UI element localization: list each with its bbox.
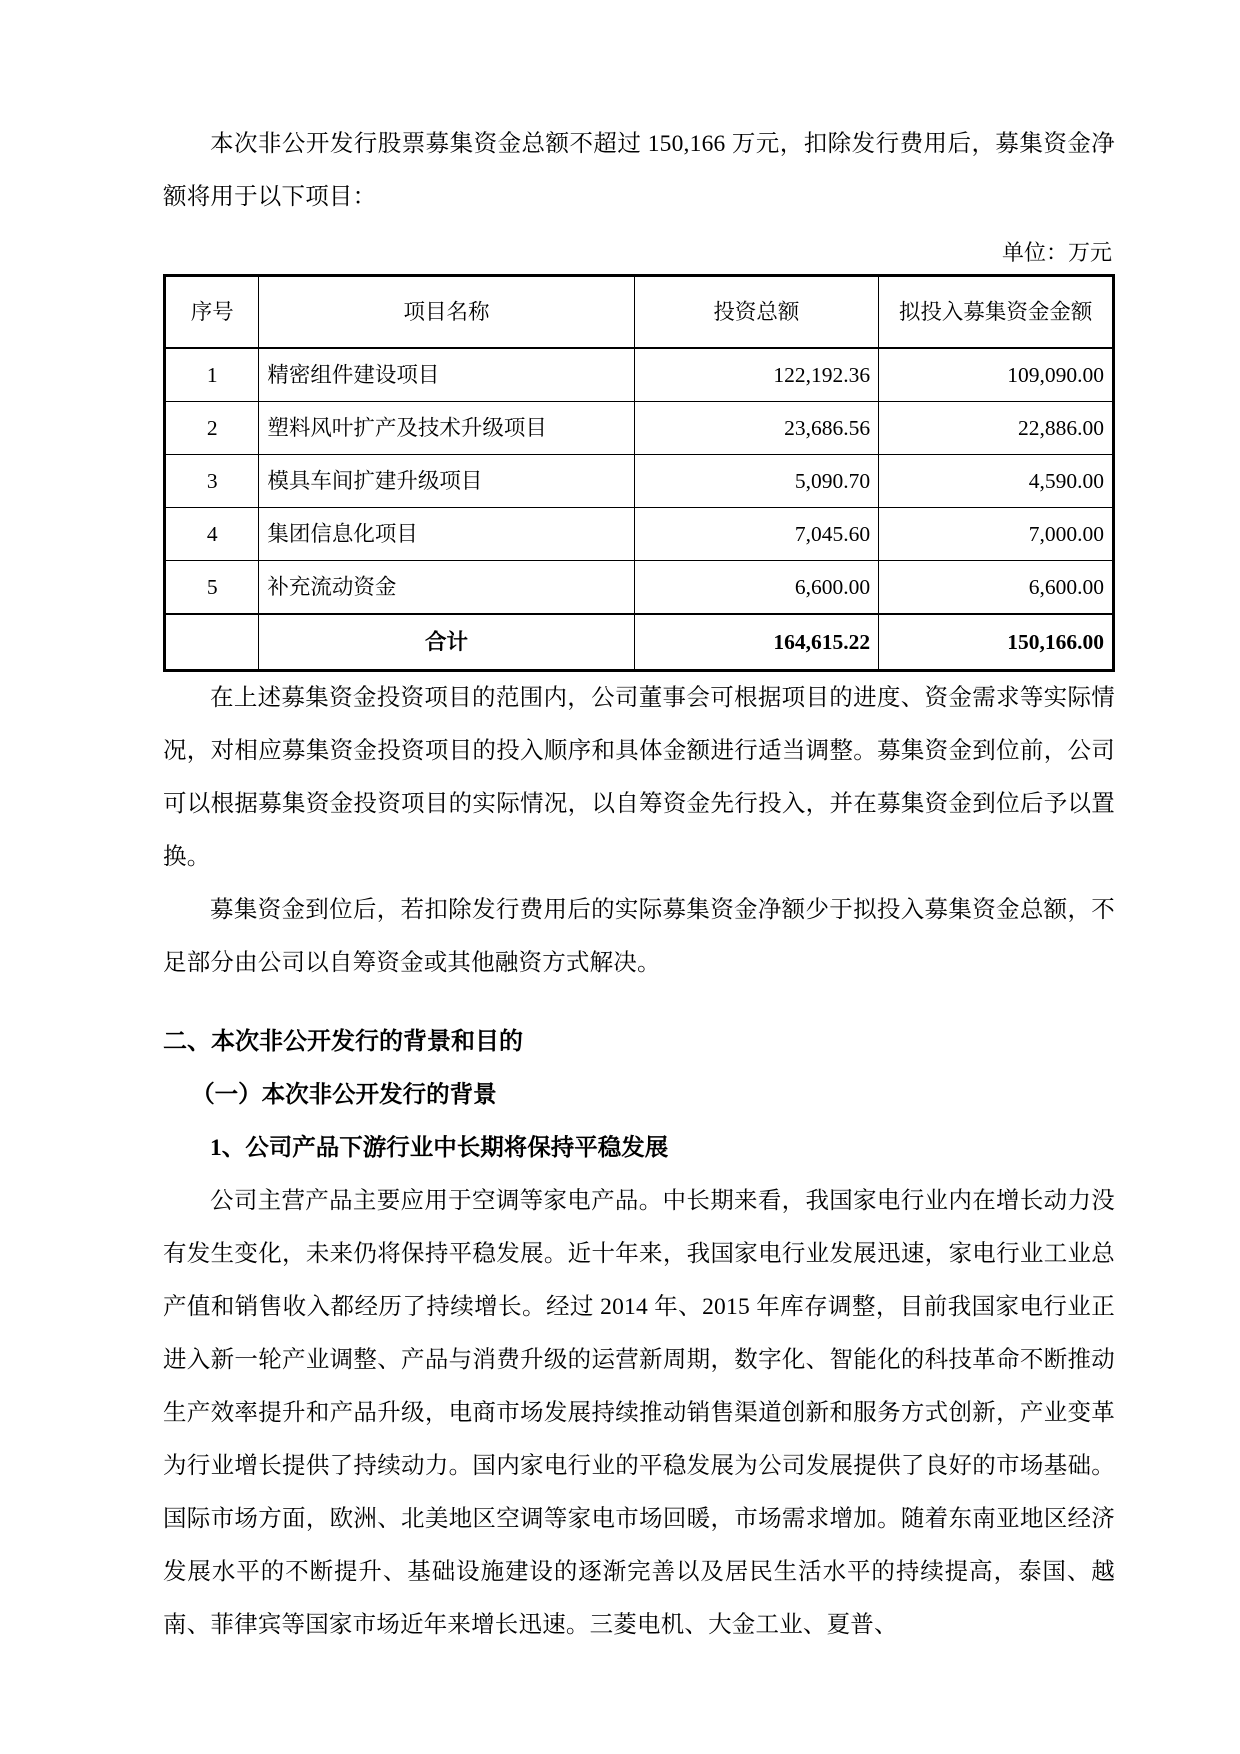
total-raised: 150,166.00: [879, 614, 1114, 671]
paragraph-after-table-1: 在上述募集资金投资项目的范围内，公司董事会可根据项目的进度、资金需求等实际情况，对相应募集资金投资项目的投入顺序和具体金额进行适当调整。募集资金到位前，公司可以根据募集资金投资项目的实际情况，以自筹资金先行投入，并在募集资金到位后予以置换。: [163, 685, 1115, 870]
cell-index: 1: [165, 348, 259, 402]
cell-index: 2: [165, 402, 259, 455]
cell-investment: 7,045.60: [634, 508, 879, 561]
table-row: [165, 402, 1114, 455]
header-project-name: 项目名称: [259, 276, 634, 349]
cell-project-name: 精密组件建设项目: [259, 348, 634, 402]
cell-investment: 23,686.56: [634, 402, 879, 455]
header-raised: 拟投入募集资金金额: [879, 276, 1114, 349]
cell-index: 4: [165, 508, 259, 561]
table-body: [165, 348, 1114, 671]
intro-paragraph: 本次非公开发行股票募集资金总额不超过 150,166 万元，扣除发行费用后，募集资金净额将用于以下项目：: [163, 131, 1115, 210]
table-row: [165, 508, 1114, 561]
body-paragraph: 公司主营产品主要应用于空调等家电产品。中长期来看，我国家电行业内在增长动力没有发生变化，未来仍将保持平稳发展。近十年来，我国家电行业发展迅速，家电行业工业总产值和销售收入都经历了持续增长。经过 2014 年、2015 年库存调整，目前我国家电行业正进入新一轮产业调整、产品与消费升级的运营新周期，数字化、智能化的科技革命不断推动生产效率提升和产品升级，电商市场发展持续推动销售渠道创新和服务方式创新，产业变革为行业增长提供了持续动力。国内家电行业的平稳发展为公司发展提供了良好的市场基础。国际市场方面，欧洲、北美地区空调等家电市场回暖，市场需求增加。随着东南亚地区经济发展水平的不断提升、基础设施建设的逐渐完善以及居民生活水平的持续提高，泰国、越南、菲律宾等国家市场近年来增长迅速。三菱电机、大金工业、夏普、: [163, 1188, 1115, 1638]
total-empty-cell: [165, 614, 259, 671]
unit-label: 单位：万元: [1001, 240, 1112, 265]
cell-project-name: 集团信息化项目: [259, 508, 634, 561]
cell-investment: 6,600.00: [634, 561, 879, 615]
cell-raised: 7,000.00: [879, 508, 1114, 561]
cell-index: 3: [165, 455, 259, 508]
cell-index: 5: [165, 561, 259, 615]
cell-raised: 4,590.00: [879, 455, 1114, 508]
header-investment: 投资总额: [634, 276, 879, 349]
section-gap: [163, 990, 1115, 1016]
cell-investment: 122,192.36: [634, 348, 879, 402]
cell-raised: 22,886.00: [879, 402, 1114, 455]
total-label: 合计: [259, 614, 634, 671]
cell-project-name: 补充流动资金: [259, 561, 634, 615]
header-index: 序号: [165, 276, 259, 349]
table-row: [165, 455, 1114, 508]
table-header-row: [165, 276, 1114, 349]
item-heading: 1、公司产品下游行业中长期将保持平稳发展: [210, 1135, 669, 1161]
section-heading: 二、本次非公开发行的背景和目的: [163, 1029, 523, 1055]
paragraph-after-table-2: 募集资金到位后，若扣除发行费用后的实际募集资金净额少于拟投入募集资金总额，不足部分由公司以自筹资金或其他融资方式解决。: [163, 897, 1115, 976]
table-total-row: [165, 614, 1114, 671]
table-row: [165, 348, 1114, 402]
total-investment: 164,615.22: [634, 614, 879, 671]
cell-project-name: 塑料风叶扩产及技术升级项目: [259, 402, 634, 455]
subsection-heading: （一）本次非公开发行的背景: [191, 1082, 497, 1108]
cell-raised: 6,600.00: [879, 561, 1114, 615]
table-row: [165, 561, 1114, 615]
table-header: [165, 276, 1114, 349]
cell-project-name: 模具车间扩建升级项目: [259, 455, 634, 508]
fund-usage-table: [163, 274, 1115, 672]
cell-investment: 5,090.70: [634, 455, 879, 508]
cell-raised: 109,090.00: [879, 348, 1114, 402]
